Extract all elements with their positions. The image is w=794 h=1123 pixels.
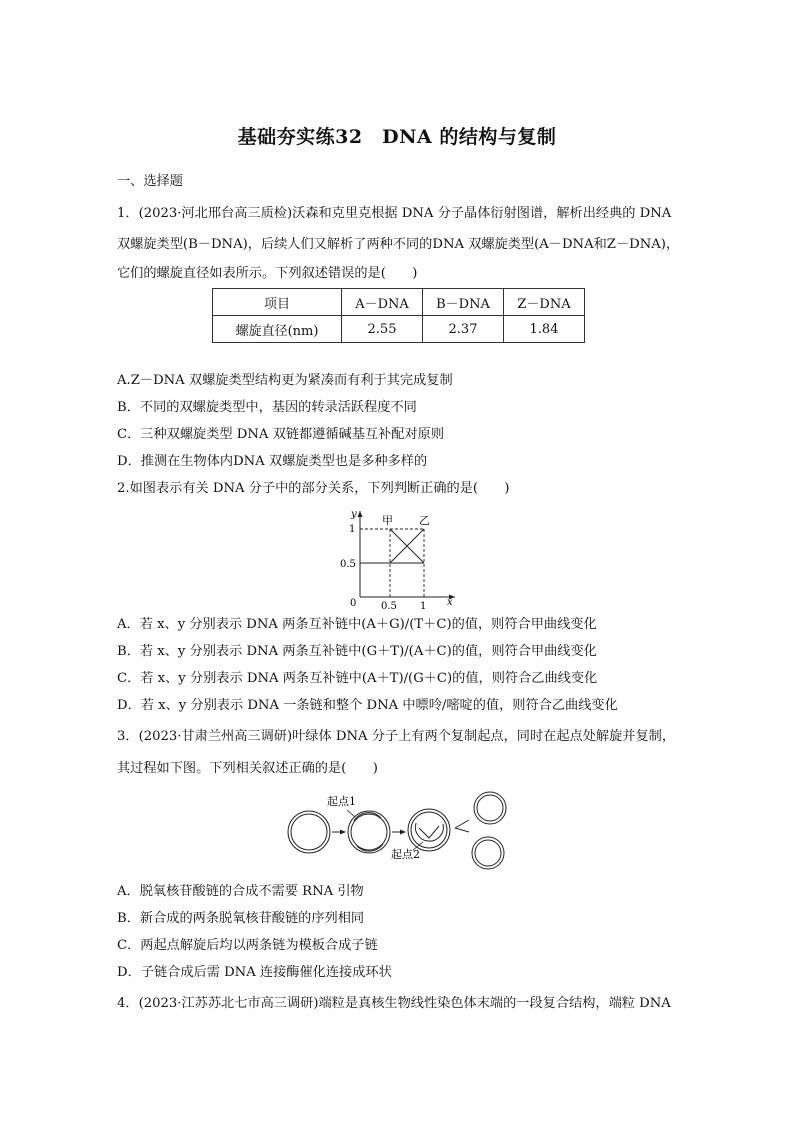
table-header-row xyxy=(213,289,585,316)
x-tick-label: 0.5 xyxy=(381,601,397,610)
q3-option-d: D．子链合成后需 DNA 连接酶催化连接成环状 xyxy=(117,965,392,980)
y-tick-label: 1 xyxy=(349,524,356,535)
table-cell: 2.37 xyxy=(423,316,504,343)
daughter-dna-2-outer xyxy=(472,837,504,869)
split-line-upper xyxy=(455,828,469,832)
split-line-lower xyxy=(455,820,469,828)
q3-option-b: B．新合成的两条脱氧核苷酸链的序列相同 xyxy=(117,911,365,926)
table-cell: 螺旋直径(nm) xyxy=(213,316,342,343)
q2-option-c: C．若 x、y 分别表示 DNA 两条互补链中(A＋T)/(G＋C)的值，则符合乙曲线变化 xyxy=(117,671,598,686)
replicating-dna-inner xyxy=(351,814,387,850)
y-axis-label: y xyxy=(351,509,357,520)
q3-stem-line1: 3．(2023·甘肃兰州高三调研)叶绿体 DNA 分子上有两个复制起点，同时在起点处解旋并复制， xyxy=(117,729,676,744)
q3-stem-line2: 其过程如下图。下列相关叙述正确的是( ) xyxy=(117,761,378,776)
table-cell: 2.55 xyxy=(342,316,423,343)
section-heading: 一、选择题 xyxy=(117,174,183,189)
x-axis-label: x xyxy=(447,597,453,608)
arrow-head xyxy=(400,830,406,835)
q1-option-b: B．不同的双螺旋类型中，基因的转录活跃程度不同 xyxy=(117,400,417,415)
daughter-dna-2-inner xyxy=(475,840,501,866)
origin-label: 0 xyxy=(350,598,357,609)
late-replication-bubble xyxy=(415,823,443,841)
late-replication-fork xyxy=(419,826,439,838)
q1-option-c: C．三种双螺旋类型 DNA 双链都遵循碱基互补配对原则 xyxy=(117,427,445,442)
q2-option-b: B．若 x、y 分别表示 DNA 两条互补链中(G＋T)/(A＋C)的值，则符合甲曲线变化 xyxy=(117,644,597,659)
table-cell: B－DNA xyxy=(423,289,504,316)
label-yi: 乙 xyxy=(419,514,430,527)
table-cell: 1.84 xyxy=(504,316,585,343)
q1-stem-line1: 1．(2023·河北邢台高三质检)沃森和克里克根据 DNA 分子晶体衍射图谱，解析出经典的 DNA xyxy=(117,206,672,221)
q1-stem-line2: 双螺旋类型(B－DNA)，后续人们又解析了两种不同的DNA 双螺旋类型(A－DNA和Z－DNA)， xyxy=(117,237,680,252)
x-tick-label: 1 xyxy=(420,601,427,610)
q1-option-a: A.Z－DNA 双螺旋类型结构更为紧凑而有利于其完成复制 xyxy=(117,373,453,388)
daughter-dna-1-outer xyxy=(474,792,506,824)
origin1-label: 起点1 xyxy=(327,795,356,808)
replicating-dna-outer xyxy=(348,811,390,853)
y-axis-arrow xyxy=(358,511,363,517)
q2-option-a: A．若 x、y 分别表示 DNA 两条互补链中(A＋G)/(T＋C)的值，则符合甲曲线变化 xyxy=(117,617,597,632)
q2-option-d: D．若 x、y 分别表示 DNA 一条链和整个 DNA 中嘌呤/嘧啶的值，则符合乙曲线变化 xyxy=(117,698,618,713)
pointer-line-origin1 xyxy=(347,810,355,817)
label-jia: 甲 xyxy=(382,514,393,527)
late-replication-outer xyxy=(408,809,450,851)
q1-stem-line3: 它们的螺旋直径如表所示。下列叙述错误的是( ) xyxy=(117,266,418,281)
q2-graph xyxy=(335,505,465,610)
table-cell: 项目 xyxy=(213,289,342,316)
circular-dna-inner xyxy=(291,814,327,850)
q3-replication-diagram xyxy=(285,790,525,875)
late-replication-inner xyxy=(411,812,447,848)
daughter-dna-1-inner xyxy=(477,795,503,821)
q4-stem-line1: 4．(2023·江苏苏北七市高三调研)端粒是真核生物线性染色体末端的一段复合结构，端粒 DNA xyxy=(117,996,671,1011)
table-cell: A－DNA xyxy=(342,289,423,316)
page-title: 基础夯实练32 DNA 的结构与复制 xyxy=(237,126,557,148)
y-tick-label: 0.5 xyxy=(340,559,356,570)
q3-option-c: C．两起点解旋后均以两条链为模板合成子链 xyxy=(117,938,378,953)
circular-dna-outer xyxy=(288,811,330,853)
q2-stem: 2.如图表示有关 DNA 分子中的部分关系，下列判断正确的是( ) xyxy=(117,481,510,496)
arrow-head xyxy=(340,830,346,835)
q1-option-d: D．推测在生物体内DNA 双螺旋类型也是多种多样的 xyxy=(117,454,428,469)
origin2-label: 起点2 xyxy=(391,848,420,861)
table-row xyxy=(213,316,585,343)
q3-option-a: A．脱氧核苷酸链的合成不需要 RNA 引物 xyxy=(117,884,364,899)
table-cell: Z－DNA xyxy=(504,289,585,316)
q1-data-table xyxy=(212,288,585,343)
